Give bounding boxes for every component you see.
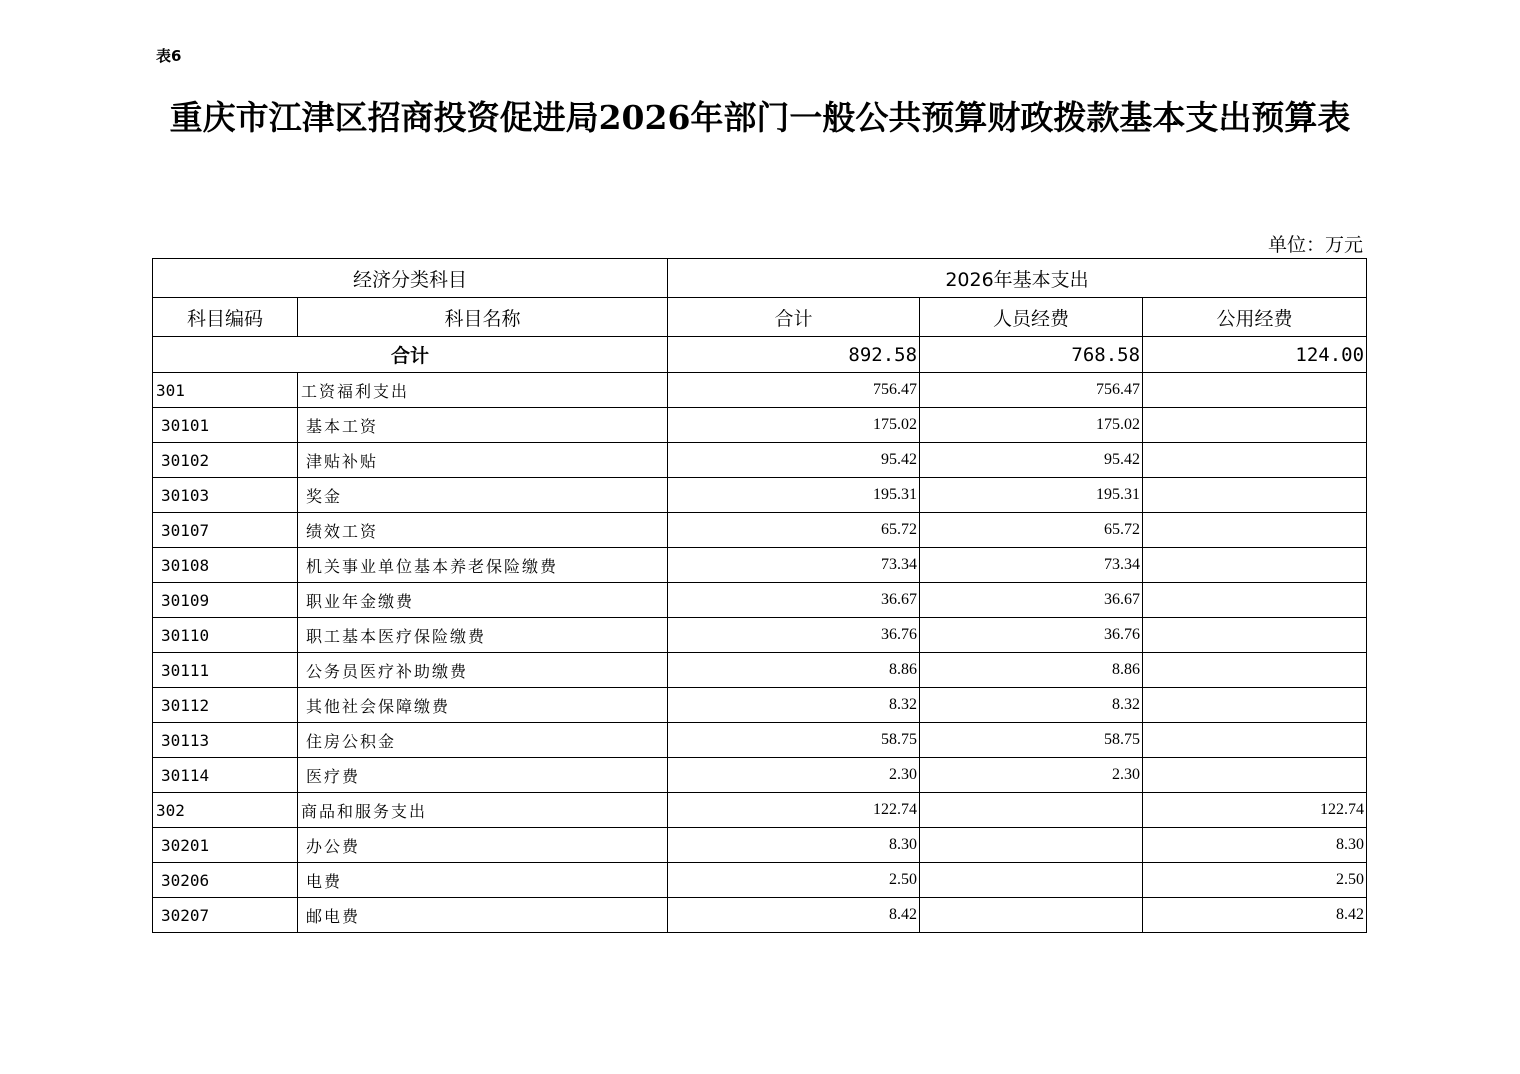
cell-code: 301 (153, 373, 298, 408)
cell-name: 奖金 (298, 478, 668, 513)
cell-public (1143, 443, 1367, 478)
header-personnel: 人员经费 (920, 298, 1143, 337)
cell-personnel (920, 898, 1143, 933)
header-row-1 (153, 259, 1367, 298)
cell-code: 30108 (153, 548, 298, 583)
table-row (153, 863, 1367, 898)
cell-public (1143, 758, 1367, 793)
total-sum: 892.58 (668, 337, 920, 373)
table-row (153, 513, 1367, 548)
cell-public (1143, 723, 1367, 758)
cell-public (1143, 513, 1367, 548)
cell-public: 8.30 (1143, 828, 1367, 863)
cell-personnel: 58.75 (920, 723, 1143, 758)
table-row (153, 618, 1367, 653)
cell-public (1143, 408, 1367, 443)
table-row (153, 478, 1367, 513)
cell-total: 8.30 (668, 828, 920, 863)
total-personnel: 768.58 (920, 337, 1143, 373)
cell-personnel (920, 863, 1143, 898)
unit-label: 单位：万元 (1267, 234, 1363, 256)
cell-public: 122.74 (1143, 793, 1367, 828)
cell-personnel: 2.30 (920, 758, 1143, 793)
cell-code: 30113 (153, 723, 298, 758)
cell-name: 商品和服务支出 (298, 793, 668, 828)
header-public: 公用经费 (1143, 298, 1367, 337)
cell-code: 30206 (153, 863, 298, 898)
header-code: 科目编码 (153, 298, 298, 337)
cell-name: 职工基本医疗保险缴费 (298, 618, 668, 653)
total-public: 124.00 (1143, 337, 1367, 373)
cell-personnel: 8.32 (920, 688, 1143, 723)
cell-public (1143, 373, 1367, 408)
cell-public (1143, 618, 1367, 653)
header-total: 合计 (668, 298, 920, 337)
cell-total: 36.67 (668, 583, 920, 618)
document-title: 重庆市江津区招商投资促进局2026年部门一般公共预算财政拨款基本支出预算表 (169, 98, 1351, 137)
cell-total: 175.02 (668, 408, 920, 443)
cell-personnel: 195.31 (920, 478, 1143, 513)
budget-table (152, 258, 1367, 933)
cell-code: 30110 (153, 618, 298, 653)
cell-public: 8.42 (1143, 898, 1367, 933)
cell-personnel: 8.86 (920, 653, 1143, 688)
table-row (153, 828, 1367, 863)
cell-total: 195.31 (668, 478, 920, 513)
table-row (153, 443, 1367, 478)
cell-total: 2.50 (668, 863, 920, 898)
cell-total: 2.30 (668, 758, 920, 793)
table-row (153, 548, 1367, 583)
header-basic-expenditure: 2026年基本支出 (668, 259, 1367, 298)
cell-name: 办公费 (298, 828, 668, 863)
total-label: 合计 (153, 337, 668, 373)
cell-name: 公务员医疗补助缴费 (298, 653, 668, 688)
cell-code: 30101 (153, 408, 298, 443)
cell-personnel: 175.02 (920, 408, 1143, 443)
cell-personnel: 36.67 (920, 583, 1143, 618)
cell-personnel: 65.72 (920, 513, 1143, 548)
cell-total: 8.42 (668, 898, 920, 933)
cell-total: 95.42 (668, 443, 920, 478)
cell-public (1143, 583, 1367, 618)
cell-total: 58.75 (668, 723, 920, 758)
cell-public (1143, 548, 1367, 583)
cell-code: 30201 (153, 828, 298, 863)
cell-public (1143, 478, 1367, 513)
table-row (153, 898, 1367, 933)
cell-code: 30207 (153, 898, 298, 933)
table-row (153, 758, 1367, 793)
cell-name: 邮电费 (298, 898, 668, 933)
cell-name: 其他社会保障缴费 (298, 688, 668, 723)
total-row (153, 337, 1367, 373)
cell-code: 30112 (153, 688, 298, 723)
cell-total: 8.86 (668, 653, 920, 688)
cell-total: 8.32 (668, 688, 920, 723)
cell-code: 30102 (153, 443, 298, 478)
cell-total: 36.76 (668, 618, 920, 653)
cell-personnel: 756.47 (920, 373, 1143, 408)
table-row (153, 793, 1367, 828)
cell-total: 73.34 (668, 548, 920, 583)
cell-name: 工资福利支出 (298, 373, 668, 408)
cell-name: 绩效工资 (298, 513, 668, 548)
cell-personnel (920, 828, 1143, 863)
header-econ-category: 经济分类科目 (153, 259, 668, 298)
cell-name: 住房公积金 (298, 723, 668, 758)
cell-total: 756.47 (668, 373, 920, 408)
cell-code: 30109 (153, 583, 298, 618)
cell-name: 医疗费 (298, 758, 668, 793)
cell-code: 30114 (153, 758, 298, 793)
cell-total: 65.72 (668, 513, 920, 548)
cell-name: 职业年金缴费 (298, 583, 668, 618)
header-name: 科目名称 (298, 298, 668, 337)
cell-code: 30103 (153, 478, 298, 513)
cell-personnel: 95.42 (920, 443, 1143, 478)
cell-name: 津贴补贴 (298, 443, 668, 478)
cell-name: 机关事业单位基本养老保险缴费 (298, 548, 668, 583)
cell-personnel (920, 793, 1143, 828)
cell-personnel: 36.76 (920, 618, 1143, 653)
cell-public: 2.50 (1143, 863, 1367, 898)
table-row (153, 653, 1367, 688)
cell-name: 基本工资 (298, 408, 668, 443)
table-row (153, 583, 1367, 618)
table-number-label: 表6 (156, 47, 182, 65)
header-row-2 (153, 298, 1367, 337)
cell-public (1143, 653, 1367, 688)
cell-code: 30107 (153, 513, 298, 548)
cell-total: 122.74 (668, 793, 920, 828)
cell-public (1143, 688, 1367, 723)
cell-code: 302 (153, 793, 298, 828)
table-row (153, 723, 1367, 758)
table-row (153, 373, 1367, 408)
table-row (153, 688, 1367, 723)
table-row (153, 408, 1367, 443)
cell-name: 电费 (298, 863, 668, 898)
cell-personnel: 73.34 (920, 548, 1143, 583)
cell-code: 30111 (153, 653, 298, 688)
